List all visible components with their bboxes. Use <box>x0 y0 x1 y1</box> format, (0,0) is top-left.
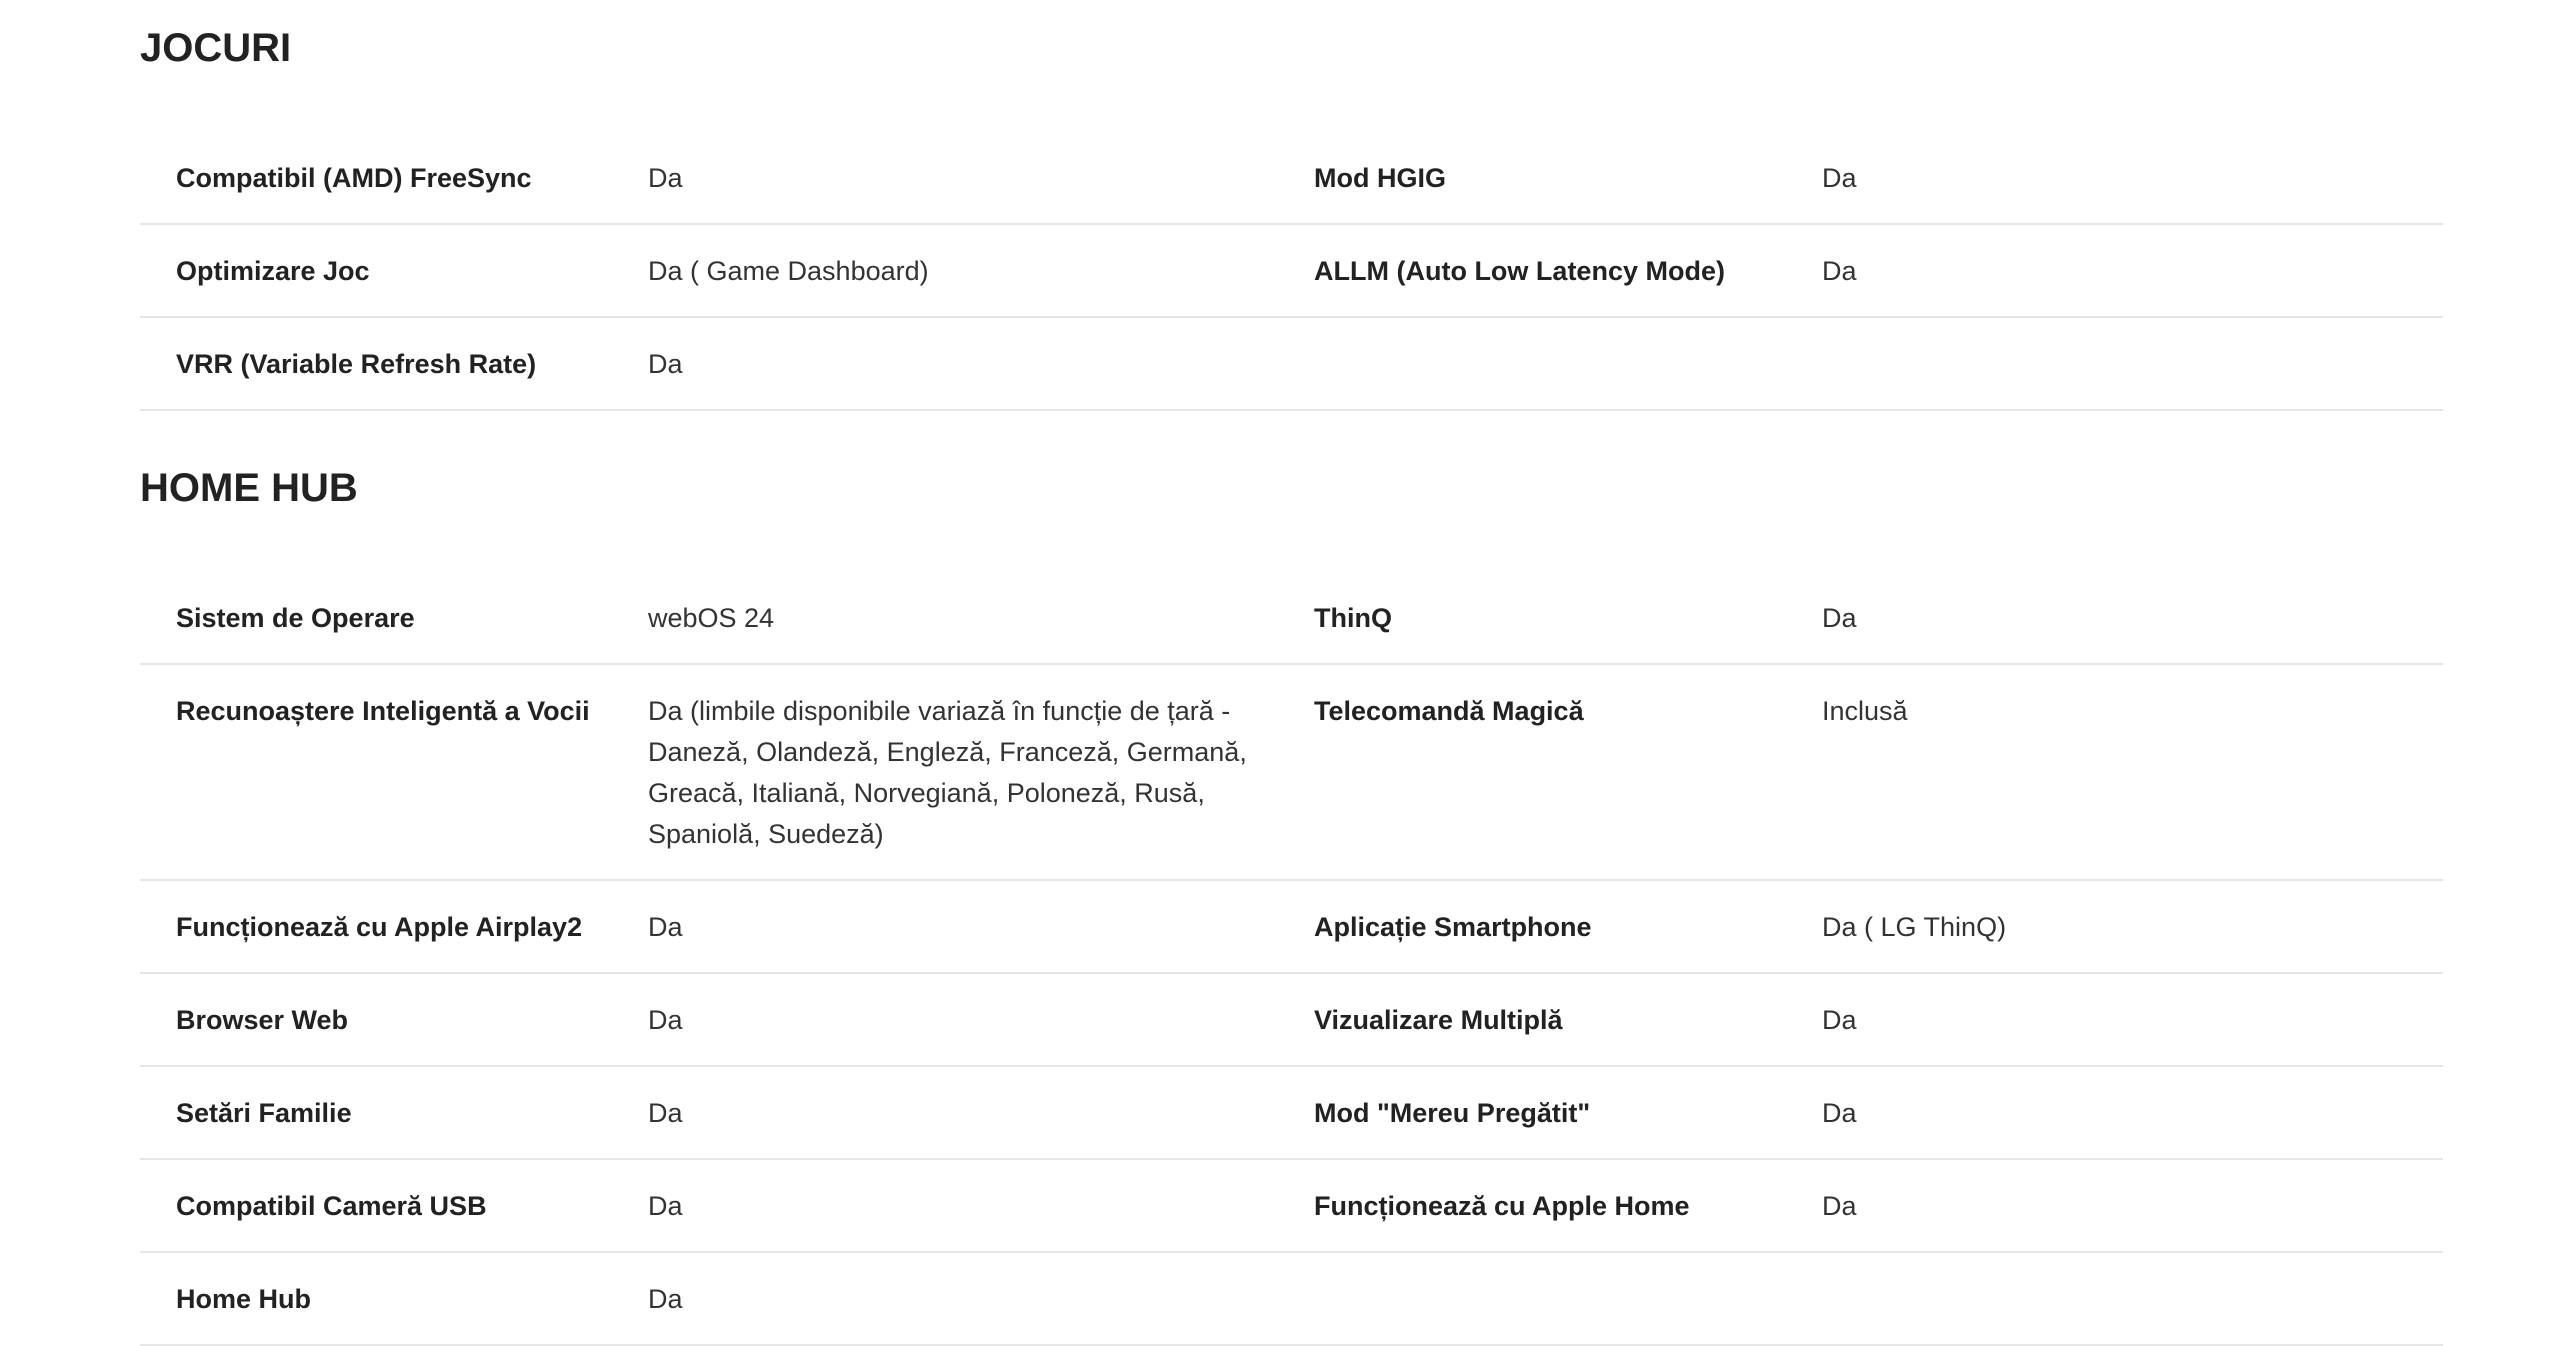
spec-value: webOS 24 <box>648 603 775 633</box>
spec-label: Vizualizare Multiplă <box>1314 1005 1563 1035</box>
spec-value: Da <box>648 1284 683 1314</box>
spec-label: Optimizare Joc <box>176 256 370 286</box>
spec-value: Da ( LG ThinQ) <box>1822 912 2007 942</box>
table-row <box>140 225 2443 318</box>
table-row <box>140 1253 2443 1346</box>
section-title-home-hub: HOME HUB <box>140 466 358 510</box>
spec-label: Mod HGIG <box>1314 163 1446 193</box>
table-row <box>140 132 2443 225</box>
spec-value: Da <box>1822 603 1857 633</box>
table-row <box>140 1160 2443 1253</box>
spec-value: Da <box>1822 163 1857 193</box>
spec-label: Compatibil Cameră USB <box>176 1191 487 1221</box>
spec-label: Funcționează cu Apple Airplay2 <box>176 912 583 942</box>
table-row <box>140 974 2443 1067</box>
spec-label: Mod "Mereu Pregătit" <box>1314 1098 1591 1128</box>
spec-table-home-hub <box>140 572 2443 1346</box>
spec-label: Sistem de Operare <box>176 603 415 633</box>
section-home-hub <box>140 464 2443 1346</box>
spec-value: Da <box>1822 1191 1857 1221</box>
spec-value: Da <box>648 1098 683 1128</box>
spec-value: Da <box>648 1005 683 1035</box>
section-jocuri <box>140 24 2443 411</box>
table-row <box>140 318 2443 411</box>
spec-value: Da (limbile disponibile variază în funcție de țară - Daneză, Olandeză, Engleză, Franceză, Germană, Greacă, Italiană, Norvegiană, Poloneză, Rusă, Spaniolă, Suedeză) <box>648 696 1247 849</box>
spec-table-jocuri <box>140 132 2443 411</box>
table-row <box>140 572 2443 665</box>
spec-label: Setări Familie <box>176 1098 352 1128</box>
spec-label: Compatibil (AMD) FreeSync <box>176 163 532 193</box>
spec-value: Da <box>1822 1098 1857 1128</box>
spec-value: Da <box>648 163 683 193</box>
spec-label: ThinQ <box>1314 603 1392 633</box>
spec-label: Funcționează cu Apple Home <box>1314 1191 1690 1221</box>
spec-label: Home Hub <box>176 1284 311 1314</box>
spec-value: Inclusă <box>1822 696 1908 726</box>
spec-value: Da <box>1822 1005 1857 1035</box>
spec-label: VRR (Variable Refresh Rate) <box>176 349 537 379</box>
spec-value: Da <box>648 349 683 379</box>
section-title-jocuri: JOCURI <box>140 26 292 70</box>
table-row <box>140 881 2443 974</box>
spec-label: ALLM (Auto Low Latency Mode) <box>1314 256 1725 286</box>
spec-value: Da ( Game Dashboard) <box>648 256 929 286</box>
spec-label: Telecomandă Magică <box>1314 696 1584 726</box>
spec-label: Aplicație Smartphone <box>1314 912 1592 942</box>
table-row <box>140 1067 2443 1160</box>
spec-value: Da <box>1822 256 1857 286</box>
spec-value: Da <box>648 912 683 942</box>
spec-value: Da <box>648 1191 683 1221</box>
spec-label: Browser Web <box>176 1005 349 1035</box>
table-row <box>140 665 2443 881</box>
spec-label: Recunoaștere Inteligentă a Vocii <box>176 696 590 726</box>
